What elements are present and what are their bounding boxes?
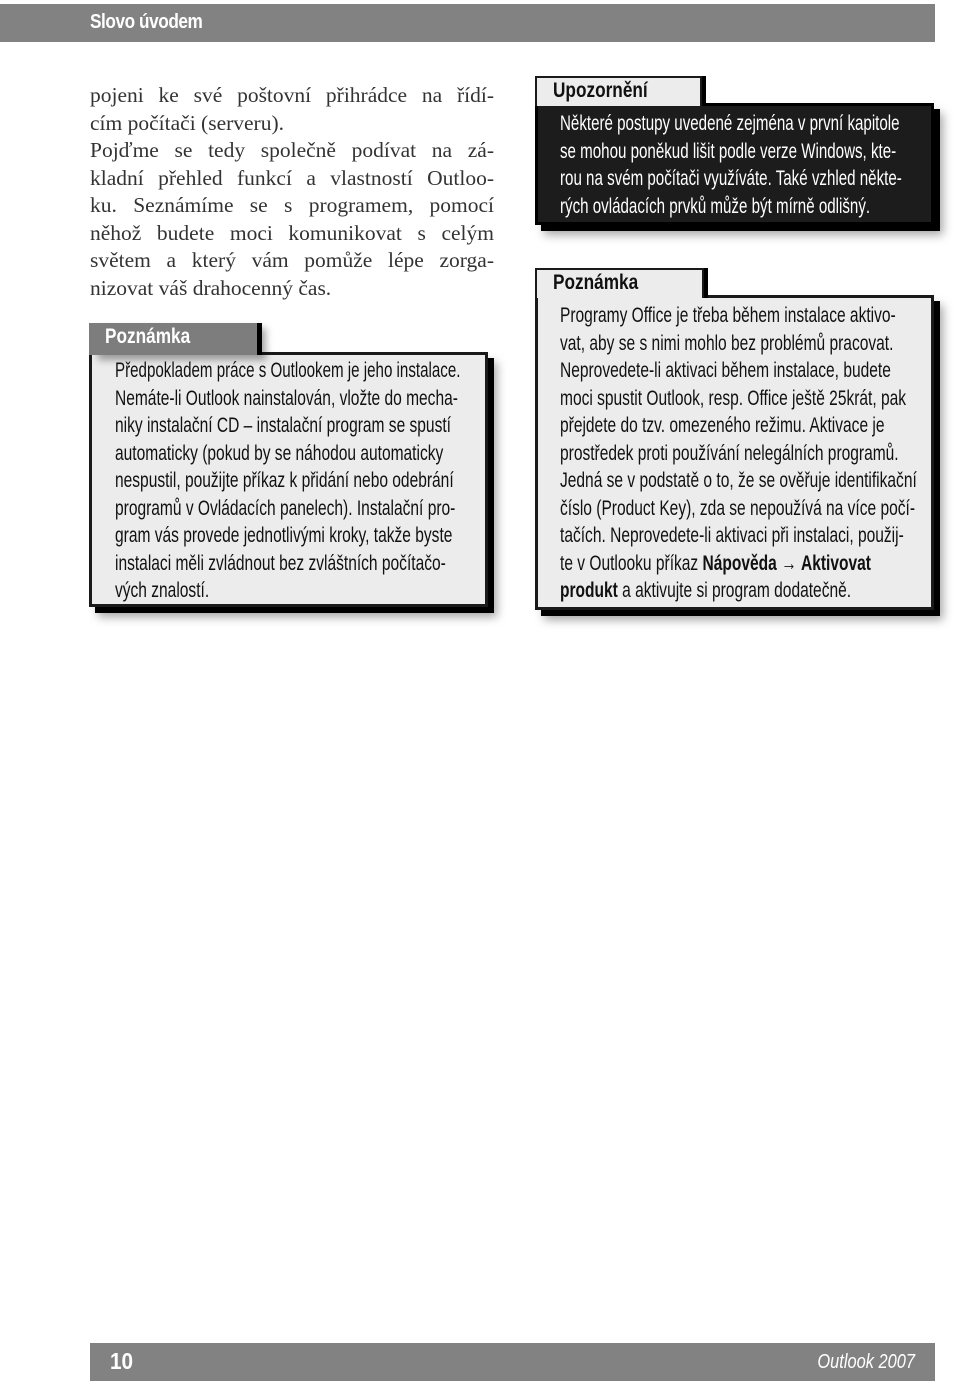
note-tab-right [535, 268, 704, 298]
menu-item-activate-product: produkt [560, 579, 618, 602]
note-line: niky instalační CD – instalační program se spustí [115, 414, 451, 437]
note-text-left [115, 357, 595, 605]
note-line: instalaci měli zvládnout bez zvláštních počítačo- [115, 551, 446, 575]
note-line: Předpokladem práce s Outlookem je jeho instalace. [115, 359, 461, 382]
body-line: světem a který vám pomůže lépe zorga- [90, 248, 494, 272]
note-line: prostředek proti používání nelegálních programů. [560, 441, 899, 465]
note-tab-left [89, 323, 257, 355]
body-line: ku. Seznámíme se s programem, pomocí [90, 193, 494, 217]
warning-line: rou na svém počítači využíváte. Také vzhled někte- [560, 167, 902, 190]
note-label: Poznámka [553, 271, 639, 294]
note-line: gram vás provede jednotlivými kroky, takže byste [115, 524, 453, 547]
body-line: cím počítači (serveru). [90, 110, 285, 135]
note-line [560, 550, 917, 578]
note-text: a aktivujte si program dodatečně. [617, 579, 852, 602]
book-title: Outlook 2007 [817, 1351, 915, 1373]
note-line: automaticky (pokud by se náhodou automaticky [115, 441, 444, 465]
page-number: 10 [110, 1348, 134, 1374]
warning-line: Některé postupy uvedené zejména v první kapitole [560, 112, 900, 135]
warning-line: rých ovládacích prvků může být mírně odlišný. [560, 194, 871, 218]
note-line: Nemáte-li Outlook nainstalován, vložte do mecha- [115, 386, 458, 410]
menu-item-help: Nápověda [702, 551, 777, 575]
note-line: nespustil, použijte příkaz k přidání nebo odebrání [115, 469, 454, 492]
body-line: kladní přehled funkcí a vlastností Outloo- [90, 165, 494, 190]
note-line: Jedná se v podstatě o to, že se ověřuje identifikační [560, 469, 917, 492]
warning-tab [535, 76, 702, 106]
note-line: Neprovedete-li aktivaci během instalace, budete [560, 359, 891, 382]
note-line: přejdete do tzv. omezeného režimu. Aktivace je [560, 414, 885, 437]
note-text: te v Outlooku příkaz [560, 551, 703, 575]
note-line: číslo (Product Key), zda se nepoužívá na více počí- [560, 496, 916, 520]
note-line: moci spustit Outlook, resp. Office ještě 25krát, pak [560, 386, 907, 410]
note-line: programů v Ovládacích panelech). Instalační pro- [115, 496, 456, 520]
body-line: nizovat váš drahocenný čas. [90, 275, 332, 300]
note-label: Poznámka [105, 325, 191, 348]
menu-item-activate: Aktivovat [800, 551, 871, 575]
note-line: vých znalostí. [115, 579, 210, 602]
section-title: Slovo úvodem [90, 11, 203, 33]
arrow-icon: → [781, 551, 797, 575]
note-text-right [560, 302, 960, 605]
warning-line: se mohou poněkud lišit podle verze Windows, kte- [560, 139, 897, 163]
note-line [560, 577, 917, 605]
warning-text [560, 110, 960, 220]
body-line: pojeni ke své poštovní přihrádce na řídí- [90, 83, 494, 107]
header-bar [0, 4, 935, 42]
body-line: něhož budete moci komunikovat s celým [90, 220, 494, 245]
note-line: Programy Office je třeba během instalace aktivo- [560, 304, 896, 327]
body-text [90, 82, 494, 302]
warning-label: Upozornění [553, 79, 648, 102]
note-line: vat, aby se s nimi mohlo bez problémů pracovat. [560, 331, 894, 355]
body-line: Pojďme se tedy společně podívat na zá- [90, 138, 494, 162]
footer-bar [90, 1343, 935, 1381]
note-line: tačích. Neprovedete-li aktivaci při instalaci, použij- [560, 524, 904, 547]
